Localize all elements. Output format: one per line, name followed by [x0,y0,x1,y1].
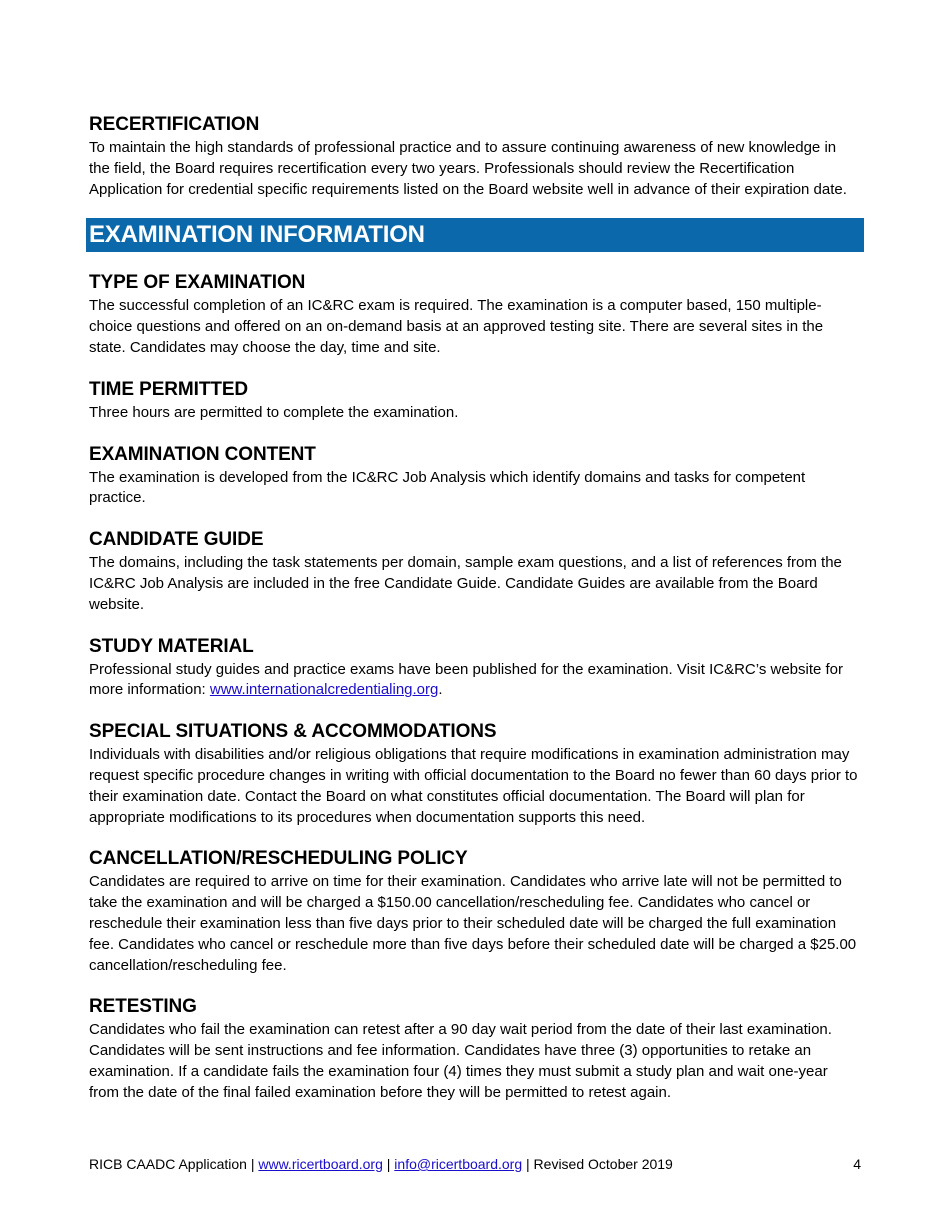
study-material-body [89,660,861,702]
page-number: 4 [853,1156,861,1172]
footer-website-link[interactable]: www.ricertboard.org [258,1156,383,1172]
cancellation-policy-section [89,846,861,976]
footer-email-link[interactable]: info@ricertboard.org [394,1156,523,1172]
recertification-section [89,112,861,200]
recertification-heading: RECERTIFICATION [89,114,260,135]
cancellation-policy-heading: CANCELLATION/RESCHEDULING POLICY [89,848,468,870]
study-material-section [89,634,861,702]
examination-information-banner: EXAMINATION INFORMATION [86,218,864,252]
candidate-guide-heading: CANDIDATE GUIDE [89,529,264,551]
type-of-examination-heading: TYPE OF EXAMINATION [89,272,306,294]
cancellation-policy-body: Candidates are required to arrive on time for their examination. Candidates who arrive late will not be permitted to take the examination and will be charged a $150.00 cancellation/rescheduling fee. Candidates who cancel or reschedule their examination less than five days prior to their scheduled date will be charged the full examination fee. Candidates who cancel or reschedule more than five days before their scheduled date will be charged a $25.00 cancellation/rescheduling fee. [89,873,857,974]
candidate-guide-body: The domains, including the task statements per domain, sample exam questions, and a list of references from the IC&RC Job Analysis are included in the free Candidate Guide. Candidate Guides are available from the Board website. [89,554,842,613]
time-permitted-heading: TIME PERMITTED [89,378,249,400]
special-situations-heading: SPECIAL SITUATIONS & ACCOMMODATIONS [89,721,497,743]
time-permitted-section [89,377,861,424]
page-footer [89,1154,861,1174]
type-of-examination-section [89,270,861,358]
retesting-heading: RETESTING [89,996,197,1018]
footer-suffix: | Revised October 2019 [522,1156,673,1172]
examination-content-heading: EXAMINATION CONTENT [89,443,316,465]
retesting-body: Candidates who fail the examination can retest after a 90 day wait period from the date of their last examination. Candidates will be sent instructions and fee information. Candidates have three (3) opportunities to retake an examination. If a candidate fails the examination four (4) times they must submit a study plan and wait one-year from the date of the final failed examination before they will be permitted to retest again. [89,1021,832,1101]
icrc-website-link[interactable]: www.internationalcredentialing.org [209,681,439,699]
study-material-text: Professional study guides and practice exams have been published for the examination. Visit IC&RC’s website for more information: [89,660,844,699]
recertification-body: To maintain the high standards of professional practice and to assure continuing awareness of new knowledge in the field, the Board requires recertification every two years. Professionals should review the Recertification Application for credential specific requirements listed on the Board website well in advance of their expiration date. [89,139,847,198]
examination-content-section [89,442,861,510]
page-content [89,112,861,1122]
examination-content-body: The examination is developed from the IC&RC Job Analysis which identify domains and tasks for competent practice. [89,468,806,507]
special-situations-body: Individuals with disabilities and/or religious obligations that require modifications in examination administration may request specific procedure changes in writing with official documentation to the Board no fewer than 60 days prior to their examination date. Contact the Board on what constitutes official documentation. The Board will plan for appropriate modifications to its procedures when documentation supports this need. [89,746,858,826]
special-situations-section [89,719,861,828]
study-material-heading: STUDY MATERIAL [89,635,254,657]
footer-separator: | [382,1156,395,1172]
type-of-examination-body: The successful completion of an IC&RC exam is required. The examination is a computer based, 150 multiple-choice questions and offered on an on-demand basis at an approved testing site. There are several sites in the state. Candidates may choose the day, time and site. [89,297,824,356]
retesting-section [89,994,861,1103]
candidate-guide-section [89,527,861,615]
footer-prefix: RICB CAADC Application | [89,1156,259,1172]
time-permitted-body: Three hours are permitted to complete the examination. [89,403,459,421]
study-material-period: . [438,681,443,699]
